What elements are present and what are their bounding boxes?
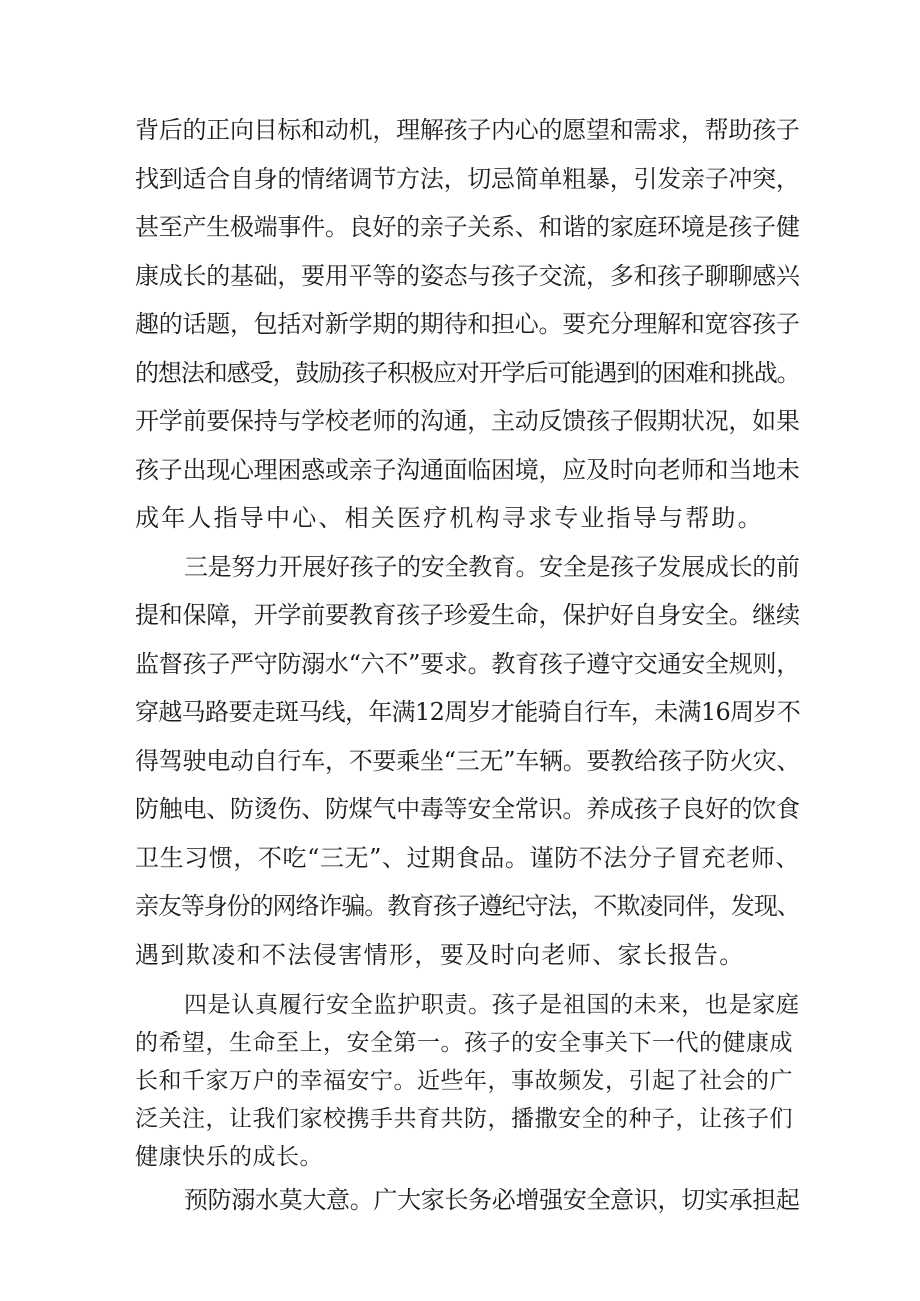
text-line: 长和千家万户的幸福安宁。近些年，事故频发，引起了社会的广 [135,1068,793,1094]
text-line: 预防溺水莫大意。广大家长务必增强安全意识，切实承担起 [184,1186,800,1214]
text-line: 找到适合自身的情绪调节方法，切忌简单粗暴，引发亲子冲突， [135,165,800,193]
text-line: 成年人指导中心、相关医疗机构寻求专业指导与帮助。 [135,504,764,532]
text-line: 开学前要保持与学校老师的沟通，主动反馈孩子假期状况，如果 [135,407,800,435]
text-line: 亲友等身份的网络诈骗。教育孩子遵纪守法，不欺凌同伴，发现、 [135,892,800,920]
text-line: 得驾驶电动自行车，不要乘坐“三无”车辆。要教给孩子防火灾、 [135,747,801,775]
text-line: 的希望，生命至上，安全第一。孩子的安全事关下一代的健康成 [135,1030,793,1056]
text-line: 甚至产生极端事件。良好的亲子关系、和谐的家庭环境是孩子健 [135,213,800,241]
text-line: 的想法和感受，鼓励孩子积极应对开学后可能遇到的困难和挑战。 [135,359,800,387]
text-line: 康成长的基础，要用平等的姿态与孩子交流，多和孩子聊聊感兴 [135,262,800,290]
text-line: 泛关注，让我们家校携手共育共防，播撒安全的种子，让孩子们 [135,1106,793,1132]
text-line: 背后的正向目标和动机，理解孩子内心的愿望和需求，帮助孩子 [135,116,800,144]
text-line: 健康快乐的成长。 [135,1144,323,1170]
text-line: 趣的话题，包括对新学期的期待和担心。要充分理解和宽容孩子 [135,310,800,338]
text-line: 四是认真履行安全监护职责。孩子是祖国的未来，也是家庭 [184,992,800,1018]
text-line: 孩子出现心理困惑或亲子沟通面临困境，应及时向老师和当地未 [135,456,800,484]
text-line: 遇到欺凌和不法侵害情形，要及时向老师、家长报告。 [135,941,745,969]
text-line: 监督孩子严守防溺水“六不”要求。教育孩子遵守交通安全规则， [135,650,800,678]
text-line: 三是努力开展好孩子的安全教育。安全是孩子发展成长的前 [184,553,800,581]
text-line: 穿越马路要走斑马线，年满12周岁才能骑自行车，未满16周岁不 [135,698,801,726]
text-line: 卫生习惯，不吃“三无”、过期食品。谨防不法分子冒充老师、 [135,844,800,872]
text-line: 防触电、防烫伤、防煤气中毒等安全常识。养成孩子良好的饮食 [135,795,800,823]
text-line: 提和保障，开学前要教育孩子珍爱生命，保护好自身安全。继续 [135,601,800,629]
